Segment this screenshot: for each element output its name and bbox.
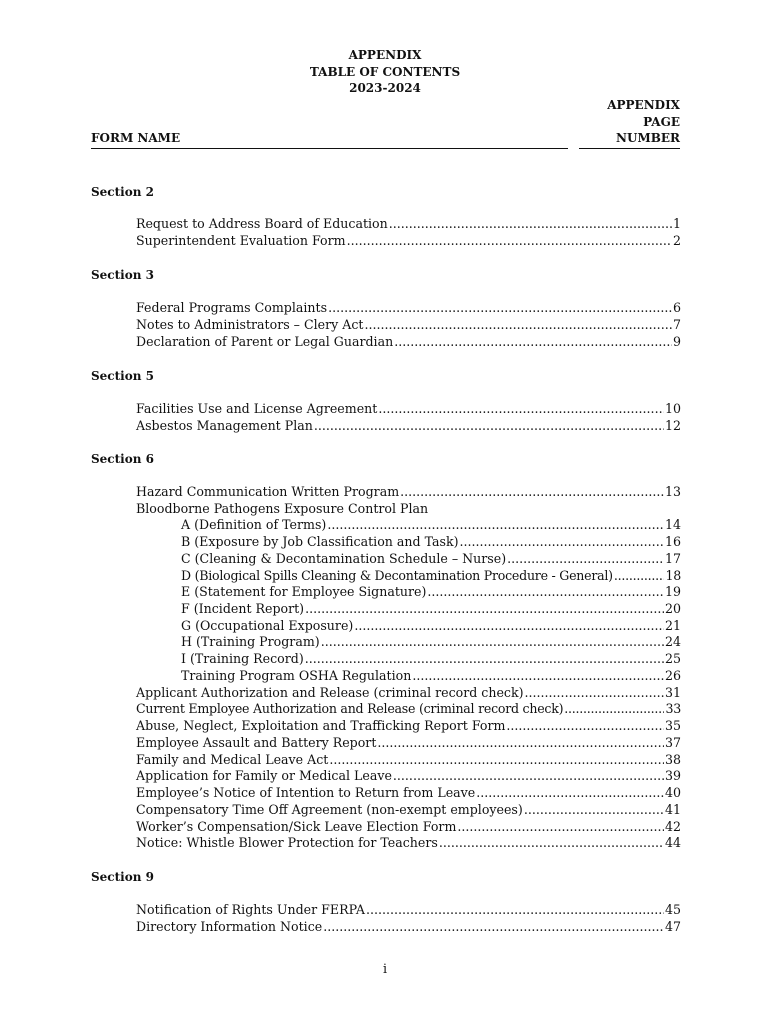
entry-title: Declaration of Parent or Legal Guardian bbox=[136, 334, 394, 349]
entry-page: 40 bbox=[664, 785, 681, 800]
toc-entry[interactable] bbox=[136, 785, 681, 802]
entry-title: C (Cleaning & Decontamination Schedule – Nurse) bbox=[181, 551, 507, 566]
toc-entry[interactable] bbox=[136, 233, 681, 250]
entry-page: 2 bbox=[672, 233, 681, 248]
entry-title: B (Exposure by Job Classification and Task) bbox=[181, 534, 459, 549]
toc-subentry[interactable] bbox=[181, 618, 681, 635]
toc-subentry[interactable] bbox=[181, 551, 681, 568]
dot-leader bbox=[305, 651, 664, 668]
dot-leader bbox=[564, 701, 664, 718]
entry-page: 14 bbox=[664, 517, 681, 532]
dot-leader bbox=[366, 902, 664, 919]
toc-subentry[interactable] bbox=[181, 668, 681, 685]
dot-leader bbox=[364, 317, 672, 334]
section-heading: Section 2 bbox=[91, 185, 154, 199]
entry-title: Application for Family or Medical Leave bbox=[136, 768, 392, 783]
toc-entry[interactable] bbox=[136, 484, 681, 501]
toc-subentry[interactable] bbox=[181, 568, 681, 585]
entry-title: Current Employee Authorization and Release (criminal record check) bbox=[136, 701, 564, 716]
entry-page: 42 bbox=[664, 819, 681, 834]
entry-title: Notification of Rights Under FERPA bbox=[136, 902, 365, 917]
entry-page: 9 bbox=[672, 334, 681, 349]
toc-entry[interactable] bbox=[136, 919, 681, 936]
toc-entry[interactable] bbox=[136, 317, 681, 334]
entry-page: 45 bbox=[664, 902, 681, 917]
dot-leader bbox=[314, 418, 664, 435]
dot-leader bbox=[457, 819, 664, 836]
entry-title: Applicant Authorization and Release (criminal record check) bbox=[136, 685, 524, 700]
toc-subentry[interactable] bbox=[181, 634, 681, 651]
year-title: 2023-2024 bbox=[349, 81, 421, 95]
toc-entry[interactable] bbox=[136, 819, 681, 836]
page-column-header-line3: NUMBER bbox=[616, 131, 680, 145]
dot-leader bbox=[329, 752, 664, 769]
entry-page: 21 bbox=[664, 618, 681, 633]
dot-leader bbox=[393, 768, 664, 785]
page-column-header-line1: APPENDIX bbox=[607, 98, 680, 112]
dot-leader bbox=[377, 735, 664, 752]
entry-page: 31 bbox=[664, 685, 681, 700]
dot-leader bbox=[327, 517, 664, 534]
dot-leader bbox=[328, 300, 672, 317]
entry-title: Compensatory Time Off Agreement (non-exempt employees) bbox=[136, 802, 523, 817]
dot-leader bbox=[439, 835, 664, 852]
toc-subentry[interactable] bbox=[181, 584, 681, 601]
dot-leader bbox=[524, 802, 664, 819]
toc-entry[interactable] bbox=[136, 835, 681, 852]
toc-entry[interactable] bbox=[136, 334, 681, 351]
form-name-header: FORM NAME bbox=[91, 131, 181, 145]
toc-entry[interactable] bbox=[136, 300, 681, 317]
entry-title: Superintendent Evaluation Form bbox=[136, 233, 346, 248]
dot-leader bbox=[400, 484, 664, 501]
entry-title: Worker’s Compensation/Sick Leave Election Form bbox=[136, 819, 457, 834]
entry-page: 25 bbox=[664, 651, 681, 666]
entry-page: 12 bbox=[664, 418, 681, 433]
dot-leader bbox=[525, 685, 664, 702]
entry-page: 10 bbox=[664, 401, 681, 416]
toc-entry-heading[interactable] bbox=[136, 501, 681, 518]
dot-leader bbox=[354, 618, 664, 635]
toc-title: TABLE OF CONTENTS bbox=[309, 64, 461, 79]
entry-page: 39 bbox=[664, 768, 681, 783]
entry-title: E (Statement for Employee Signature) bbox=[181, 584, 427, 599]
page-number-rule bbox=[579, 148, 680, 149]
entry-page: 33 bbox=[665, 701, 681, 716]
entry-title: Training Program OSHA Regulation bbox=[181, 668, 412, 683]
section-heading: Section 6 bbox=[91, 452, 154, 466]
entry-title: D (Biological Spills Cleaning & Decontamination Procedure - General) bbox=[181, 568, 613, 583]
toc-subentry[interactable] bbox=[181, 534, 681, 551]
appendix-title: APPENDIX bbox=[348, 48, 422, 62]
entry-title: Hazard Communication Written Program bbox=[136, 484, 400, 499]
toc-subentry[interactable] bbox=[181, 651, 681, 668]
entry-page: 6 bbox=[672, 300, 681, 315]
dot-leader bbox=[305, 601, 664, 618]
entry-title: A (Definition of Terms) bbox=[181, 517, 327, 532]
entry-page: 1 bbox=[672, 216, 681, 231]
toc-entry[interactable] bbox=[136, 718, 681, 735]
entry-title: Notes to Administrators – Clery Act bbox=[136, 317, 364, 332]
toc-entry[interactable] bbox=[136, 768, 681, 785]
toc-entry[interactable] bbox=[136, 685, 681, 702]
toc-entry[interactable] bbox=[136, 701, 681, 718]
entry-title: Employee’s Notice of Intention to Return from Leave bbox=[136, 785, 476, 800]
entry-page: 37 bbox=[664, 735, 681, 750]
entry-title: F (Incident Report) bbox=[181, 601, 305, 616]
toc-subentry[interactable] bbox=[181, 601, 681, 618]
dot-leader bbox=[507, 551, 664, 568]
dot-leader bbox=[412, 668, 664, 685]
toc-subentry[interactable] bbox=[181, 517, 681, 534]
dot-leader bbox=[476, 785, 664, 802]
section-heading: Section 9 bbox=[91, 870, 154, 884]
entry-page: 26 bbox=[664, 668, 681, 683]
entry-page: 35 bbox=[664, 718, 681, 733]
entry-page: 38 bbox=[664, 752, 681, 767]
dot-leader bbox=[323, 919, 664, 936]
entry-title: Request to Address Board of Education bbox=[136, 216, 388, 231]
entry-page: 20 bbox=[664, 601, 681, 616]
entry-title: I (Training Record) bbox=[181, 651, 304, 666]
dot-leader bbox=[378, 401, 664, 418]
dot-leader bbox=[347, 233, 672, 250]
entry-title: Notice: Whistle Blower Protection for Teachers bbox=[136, 835, 438, 850]
section-heading: Section 5 bbox=[91, 369, 154, 383]
toc-entry[interactable] bbox=[136, 902, 681, 919]
page-column-header-line2: PAGE bbox=[643, 114, 680, 129]
entry-page: 18 bbox=[665, 568, 681, 583]
dot-leader bbox=[394, 334, 672, 351]
entry-title: G (Occupational Exposure) bbox=[181, 618, 354, 633]
entry-title: Abuse, Neglect, Exploitation and Trafficking Report Form bbox=[136, 718, 506, 733]
dot-leader bbox=[460, 534, 664, 551]
entry-page: 13 bbox=[664, 484, 681, 499]
dot-leader bbox=[506, 718, 664, 735]
entry-page: 41 bbox=[664, 802, 681, 817]
entry-page: 24 bbox=[664, 634, 681, 649]
toc-entry[interactable] bbox=[136, 418, 681, 435]
entry-page: 47 bbox=[664, 919, 681, 934]
entry-title: Asbestos Management Plan bbox=[136, 418, 313, 433]
toc-entry[interactable] bbox=[136, 752, 681, 769]
entry-page: 44 bbox=[664, 835, 681, 850]
dot-leader bbox=[321, 634, 664, 651]
section-heading: Section 3 bbox=[91, 268, 154, 282]
entry-page: 16 bbox=[664, 534, 681, 549]
toc-entry[interactable] bbox=[136, 401, 681, 418]
entry-page: 17 bbox=[664, 551, 681, 566]
entry-title: Directory Information Notice bbox=[136, 919, 323, 934]
dot-leader bbox=[427, 584, 664, 601]
entry-title: Family and Medical Leave Act bbox=[136, 752, 329, 767]
page-number: i bbox=[382, 961, 388, 976]
dot-leader bbox=[389, 216, 672, 233]
entry-page: 19 bbox=[664, 584, 681, 599]
entry-title: Bloodborne Pathogens Exposure Control Plan bbox=[136, 501, 429, 516]
entry-title: Employee Assault and Battery Report bbox=[136, 735, 377, 750]
entry-title: Federal Programs Complaints bbox=[136, 300, 328, 315]
toc-entry[interactable] bbox=[136, 735, 681, 752]
dot-leader bbox=[614, 568, 665, 585]
entry-title: H (Training Program) bbox=[181, 634, 320, 649]
toc-entry[interactable] bbox=[136, 216, 681, 233]
entry-title: Facilities Use and License Agreement bbox=[136, 401, 378, 416]
entry-page: 7 bbox=[672, 317, 681, 332]
toc-entry[interactable] bbox=[136, 802, 681, 819]
form-name-rule bbox=[91, 148, 568, 149]
